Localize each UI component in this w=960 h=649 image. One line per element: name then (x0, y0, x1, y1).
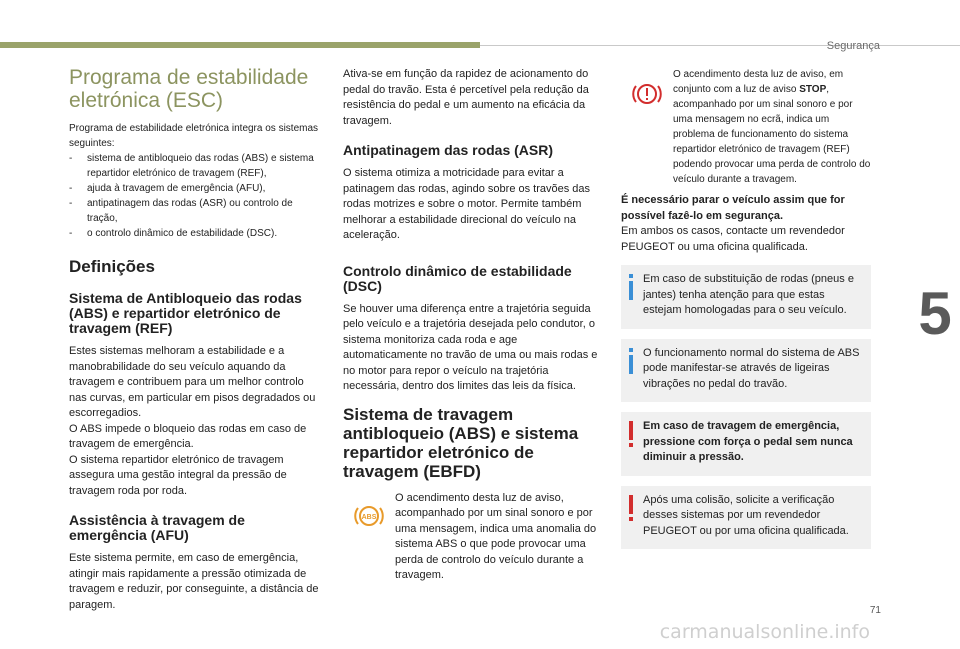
dsc-heading: Controlo dinâmico de estabilidade (DSC) (343, 262, 572, 294)
must-stop-text: É necessário parar o veículo assim que for possível fazê-lo em segurança. (621, 194, 845, 222)
header-accent-bar (0, 42, 480, 48)
list-item: - o controlo dinâmico de estabilidade (DSC). (69, 226, 324, 241)
asr-heading: Antipatinagem das rodas (ASR) (343, 142, 554, 158)
ref-text-pre: O acendimento desta luz de aviso, em conjunto com a luz de aviso (673, 69, 844, 95)
column-1 (69, 66, 324, 613)
column-2 (343, 67, 601, 584)
afu-text: Este sistema permite, em caso de emergência, atingir mais rapidamente a pressão otimizada de travagem e reduzir, por conseguinte, a distância de paragem. (69, 552, 319, 611)
abs-text-3: O sistema repartidor eletrónico de travagem assegura uma gestão integral da pressão de travagem roda por roda. (69, 453, 287, 497)
page-number: 71 (869, 605, 881, 616)
ref-warning-row (621, 67, 871, 187)
info-icon (627, 274, 635, 300)
chapter-number: 5 (918, 280, 952, 347)
abs-icon-label: ABS (361, 513, 377, 521)
info-wheels-text: Em caso de substituição de rodas (pneus e jantes) tenha atenção para que estas estejam homologadas para o seu veículo. (643, 273, 854, 316)
section-title: Segurança (826, 40, 880, 52)
list-item: - sistema de antibloqueio das rodas (ABS) e sistema repartidor eletrónico de travagem (REF), (69, 151, 324, 181)
contact-text: Em ambos os casos, contacte um revendedor PEUGEOT ou uma oficina qualificada. (621, 225, 845, 253)
exclamation-icon (627, 495, 635, 521)
ebfd-text: O acendimento desta luz de aviso, acompanhado por um sinal sonoro e por uma mensagem, indica uma anomalia do sistema ABS o que pode provocar uma perda de controlo do veículo durante a travagem. (395, 491, 597, 581)
asr-text: O sistema otimiza a motricidade para evitar a patinagem das rodas, agindo sobre os travões das rodas motrizes e sobre o motor. Permite também melhorar a estabilidade direcional do veículo na aceleração. (343, 167, 591, 241)
list-item: - ajuda à travagem de emergência (AFU), (69, 181, 324, 196)
warning-collision-text: Após uma colisão, solicite a verificação desses sistemas por um revendedor PEUGEOT ou por uma oficina qualificada. (643, 493, 849, 537)
header-rule (480, 45, 960, 46)
brake-warning-icon (621, 67, 673, 107)
list-item: - antipatinagem das rodas (ASR) ou controlo de tração, (69, 196, 324, 226)
exclamation-icon (627, 421, 635, 447)
abs-warning-row (343, 491, 601, 584)
chapter-tab (910, 276, 960, 352)
warning-box-collision (621, 486, 871, 550)
warning-box-emergency (621, 412, 871, 476)
afu-heading: Assistência à travagem de emergência (AFU) (69, 512, 245, 543)
ebfd-heading: Sistema de travagem antibloqueio (ABS) e sistema repartidor eletrónico de travagem (EBFD) (343, 404, 579, 481)
abs-heading: Sistema de Antibloqueio das rodas (ABS) e repartidor eletrónico de travagem (REF) (69, 290, 302, 336)
abs-warning-icon (343, 491, 395, 529)
page-title: Programa de estabilidade eletrónica (ESC) (69, 66, 309, 112)
ref-warning-text (673, 67, 871, 187)
watermark: carmanualsonline.info (659, 621, 870, 643)
definitions-heading: Definições (69, 257, 155, 276)
intro-text: Programa de estabilidade eletrónica integra os sistemas seguintes: (69, 123, 319, 149)
afu-continued-text: Ativa-se em função da rapidez de acionamento do pedal do travão. Esta é percetível pela redução da resistência do pedal e um aumento na eficácia da travagem. (343, 68, 589, 127)
info-box-wheels (621, 265, 871, 329)
column-3 (621, 67, 871, 549)
ref-text-post: , acompanhado por um sinal sonoro e por uma mensagem no ecrã, indica um problema de funcionamento do sistema repartidor eletrónico de travagem (REF) podendo provocar uma perda de controlo do veículo durante a travagem. (673, 84, 871, 185)
abs-text-1: Estes sistemas melhoram a estabilidade e a manobrabilidade do seu veículo aquando da travagem e contribuem para um melhor controlo nas curvas, em particular em pisos degradados ou escorregadios. (69, 345, 316, 419)
stop-word: STOP (799, 84, 827, 95)
dsc-text: Se houver uma diferença entre a trajetória seguida pelo veículo e a trajetória desejada pelo condutor, o sistema monitoriza cada roda e age automaticamente no travão de uma ou mais rodas e no motor para repor o veículo na trajetória necessária, dentro dos limites das leis da física. (343, 302, 598, 392)
info-abs-text: O funcionamento normal do sistema de ABS pode manifestar-se através de ligeiras vibrações no pedal do travão. (643, 346, 860, 390)
info-box-abs (621, 339, 871, 403)
info-icon (627, 348, 635, 374)
systems-list (69, 151, 324, 241)
warning-emergency-text: Em caso de travagem de emergência, pressione com força o pedal sem nunca diminuir a pressão. (643, 420, 853, 463)
abs-text-2: O ABS impede o bloqueio das rodas em caso de travagem de emergência. (69, 422, 307, 450)
